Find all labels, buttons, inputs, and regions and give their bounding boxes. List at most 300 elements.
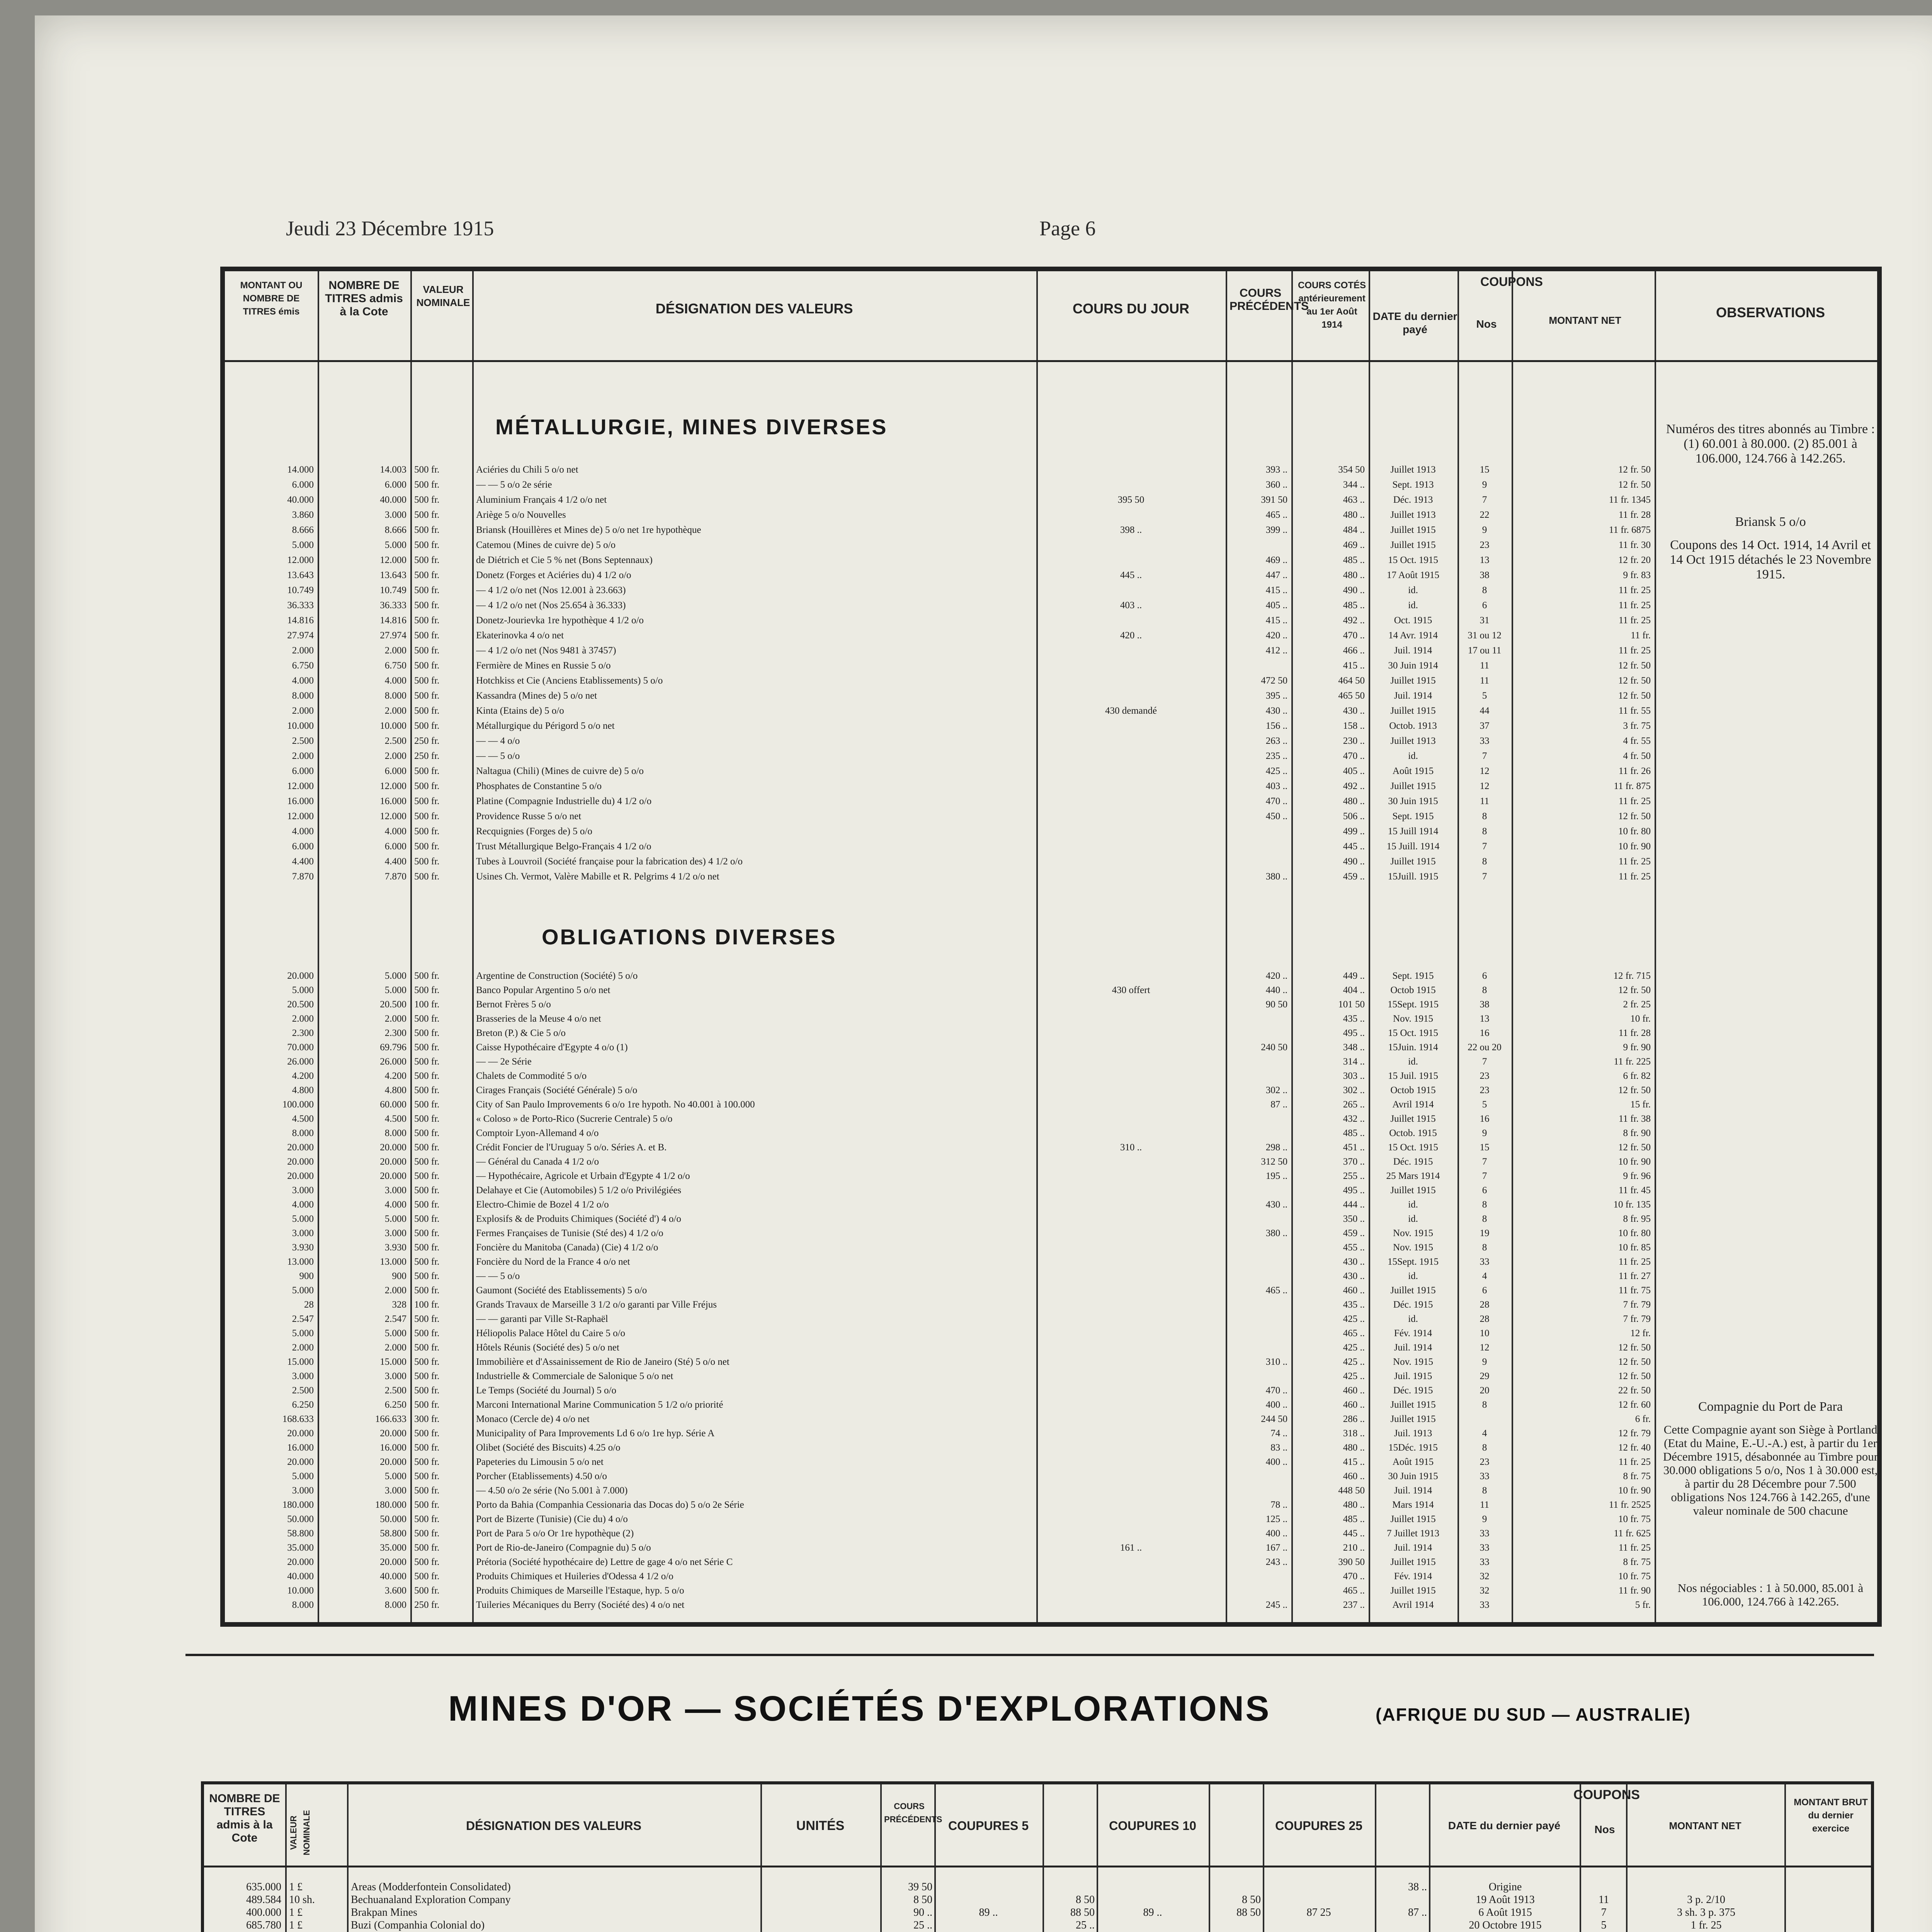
table-row [225, 660, 1877, 671]
cell-designation: Delahaye et Cie (Automobiles) 5 1/2 o/o Privilégiées [476, 1185, 682, 1196]
cell-montant-net: 12 fr. 50 [1618, 480, 1651, 490]
cell-valeur: 500 fr. [414, 1357, 440, 1367]
cell-montant: 5.000 [292, 985, 314, 995]
table-row [225, 856, 1877, 867]
cell-designation: Caisse Hypothécaire d'Egypte 4 o/o (1) [476, 1042, 628, 1053]
cell-montant-net: 3 fr. 75 [1623, 721, 1651, 731]
table-row [225, 570, 1877, 581]
cell-no: 11 [1480, 675, 1490, 686]
cell-montant-net: 9 fr. 90 [1623, 1042, 1651, 1053]
table-row [225, 1471, 1877, 1482]
cell-valeur: 100 fr. [414, 1299, 440, 1310]
obs-para-label: Compagnie du Port de Para [1698, 1400, 1843, 1414]
cell-montant-net: 11 fr. 875 [1614, 781, 1651, 791]
th-cours-jour: COURS DU JOUR [1072, 301, 1190, 316]
cell-designation: — 4 1/2 o/o net (Nos 12.001 à 23.663) [476, 585, 626, 595]
cell-cours-cotes: 495 .. [1343, 1185, 1365, 1196]
cell-designation: Métallurgique du Périgord 5 o/o net [476, 721, 615, 731]
cell-cours-prec: 360 .. [1265, 480, 1287, 490]
cell-montant-net: 8 fr. 75 [1623, 1557, 1651, 1567]
cell-no: 7 [1482, 495, 1487, 505]
cell-montant-net: 12 fr. 50 [1618, 675, 1651, 686]
cell-valeur: 500 fr. [414, 1471, 440, 1481]
cell-valeur: 500 fr. [414, 1056, 440, 1067]
cell-nombre: 16.000 [380, 796, 406, 806]
table-row [225, 1543, 1877, 1553]
cell-designation: Catemou (Mines de cuivre de) 5 o/o [476, 540, 616, 550]
cell-designation: Donetz-Jourievka 1re hypothèque 4 1/2 o/o [476, 615, 644, 626]
cell-cours-cotes: 460 .. [1343, 1400, 1365, 1410]
cell-date: 15 Oct. 1915 [1388, 1028, 1438, 1038]
th-no: Nos [1594, 1823, 1615, 1835]
table-row [225, 1342, 1877, 1353]
cell-cours-cotes: 237 .. [1343, 1600, 1365, 1610]
table-row [225, 1185, 1877, 1196]
cell-no: 6 [1482, 1285, 1487, 1296]
cell-valeur: 1 £ [289, 1881, 303, 1893]
cell-date: Juil. 1914 [1394, 1543, 1432, 1553]
cell-designation: Marconi International Marine Communication 5 1/2 o/o priorité [476, 1400, 723, 1410]
table-row [204, 1894, 1871, 1906]
cell-cours-cotes: 318 .. [1343, 1428, 1365, 1439]
cell-montant-net: 11 fr. 28 [1618, 1028, 1651, 1038]
cell-cours-prec: 430 .. [1265, 1199, 1287, 1210]
cell-no: 32 [1480, 1571, 1490, 1582]
cell-designation: Banco Popular Argentino 5 o/o net [476, 985, 611, 995]
cell-cours-cotes: 370 .. [1343, 1156, 1365, 1167]
cell-nombre: 20.000 [380, 1171, 406, 1181]
cell-montant-net: 11 fr. 25 [1618, 645, 1651, 656]
cell-cours-cotes: 480 .. [1343, 796, 1365, 806]
cell-no: 8 [1482, 856, 1487, 867]
cell-valeur: 500 fr. [414, 1185, 440, 1196]
cell-montant-net: 22 fr. 50 [1618, 1385, 1651, 1396]
obs-briansk-note: Coupons des 14 Oct. 1914, 14 Avril et 14 Oct 1915 détachés le 23 Novembre 1915. [1670, 538, 1871, 582]
cell-no: 23 [1480, 540, 1490, 550]
th-nombre: NOMBRE DE TITRES admis à la Cote [325, 279, 403, 318]
cell-nombre: 6.000 [384, 766, 406, 776]
cell-date: 7 Juillet 1913 [1386, 1528, 1440, 1539]
cell-nombre: 14.003 [380, 464, 406, 475]
cell-valeur: 500 fr. [414, 1171, 440, 1181]
cell-no: 4 [1482, 1271, 1487, 1281]
cell-montant-net: 11 fr. 38 [1618, 1114, 1651, 1124]
cell-cours-cotes: 432 .. [1343, 1114, 1365, 1124]
cell-no: 8 [1482, 1400, 1487, 1410]
cell-valeur: 500 fr. [414, 1385, 440, 1396]
cell-date: Juillet 1913 [1390, 464, 1436, 475]
cell-valeur: 500 fr. [414, 871, 440, 882]
cell-designation: — Hypothécaire, Agricole et Urbain d'Egypte 4 1/2 o/o [476, 1171, 690, 1181]
table-row [225, 1442, 1877, 1453]
cell-no: 13 [1480, 1014, 1490, 1024]
cell-designation: — — 4 o/o [476, 736, 520, 746]
cell-nombre: 35.000 [380, 1543, 406, 1553]
cell-montant: 4.000 [292, 1199, 314, 1210]
cell-date: Juillet 1915 [1390, 1414, 1436, 1424]
cell-montant: 2.500 [292, 1385, 314, 1396]
cell-designation: — — 5 o/o [476, 751, 520, 761]
cell-montant-net: 10 fr. 80 [1618, 1228, 1651, 1238]
cell-montant-net: 12 fr. 20 [1618, 555, 1651, 565]
cell-montant-net: 11 fr. 26 [1618, 766, 1651, 776]
cell-valeur: 500 fr. [414, 1114, 440, 1124]
cell-nombre: 2.547 [384, 1314, 406, 1324]
cell-coupures-10: 89 .. [1143, 1906, 1162, 1918]
cell-montant: 180.000 [282, 1500, 314, 1510]
cell-cours-cotes: 465 .. [1343, 1585, 1365, 1596]
section-rule [185, 1654, 1874, 1656]
cell-nombre: 6.250 [384, 1400, 406, 1410]
cell-cours-jour: 310 .. [1120, 1142, 1142, 1153]
cell-nombre: 3.000 [384, 1485, 406, 1496]
cell-nombre: 4.800 [384, 1085, 406, 1095]
cell-no: 33 [1480, 1257, 1490, 1267]
table-row [204, 1906, 1871, 1919]
th-montant-net: MONTANT NET [1549, 315, 1621, 326]
cell-montant: 40.000 [287, 495, 314, 505]
cell-nombre: 15.000 [380, 1357, 406, 1367]
cell-cours-prec: 415 .. [1265, 615, 1287, 626]
cell-date: Sept. 1915 [1392, 971, 1434, 981]
cell-designation: Brakpan Mines [351, 1906, 417, 1918]
cell-no: 33 [1480, 1528, 1490, 1539]
cell-montant-net: 10 fr. 90 [1618, 841, 1651, 852]
table-row [225, 1299, 1877, 1310]
cell-nombre: 20.000 [380, 1142, 406, 1153]
cell-valeur: 1 £ [289, 1906, 303, 1918]
cell-cours-prec: 240 50 [1261, 1042, 1287, 1053]
cell-valeur: 500 fr. [414, 630, 440, 641]
cell-valeur: 500 fr. [414, 1500, 440, 1510]
cell-cours-prec: 470 .. [1265, 796, 1287, 806]
th-montant-net: MONTANT NET [1669, 1820, 1742, 1832]
cell-designation: Port de Rio-de-Janeiro (Compagnie du) 5 o/o [476, 1543, 651, 1553]
cell-no: 8 [1482, 985, 1487, 995]
cell-valeur: 500 fr. [414, 480, 440, 490]
cell-montant: 20.000 [287, 1457, 314, 1467]
cell-date: Juil. 1914 [1394, 690, 1432, 701]
cell-cours-jour: 395 50 [1117, 495, 1145, 505]
cell-cours-cotes: 464 50 [1338, 675, 1365, 686]
cell-montant-net: 11 fr. 25 [1618, 871, 1651, 882]
table-row [225, 985, 1877, 996]
cell-cours-cotes: 430 .. [1343, 1271, 1365, 1281]
cell-cours-prec: 74 .. [1270, 1428, 1287, 1439]
cell-no: 7 [1601, 1906, 1607, 1918]
cell-no: 23 [1480, 1071, 1490, 1081]
cell-montant-net: 8 fr. 90 [1623, 1128, 1651, 1138]
th-designation: DÉSIGNATION DES VALEURS [655, 301, 853, 316]
cell-nombre: 60.000 [380, 1099, 406, 1110]
top-quotation-table [220, 267, 1882, 1627]
cell-nombre: 3.930 [384, 1242, 406, 1253]
cell-date: Juillet 1915 [1390, 1400, 1436, 1410]
cell-nombre: 8.000 [384, 1600, 406, 1610]
cell-nombre: 2.500 [384, 1385, 406, 1396]
cell-valeur: 500 fr. [414, 1228, 440, 1238]
cell-montant: 2.000 [292, 706, 314, 716]
cell-designation: — — 5 o/o [476, 1271, 520, 1281]
cell-cours-cotes: 405 .. [1343, 766, 1365, 776]
cell-cours-cotes: 470 .. [1343, 751, 1365, 761]
cell-designation: Immobilière et d'Assainissement de Rio de Janeiro (Sté) 5 o/o net [476, 1357, 730, 1367]
header-date: Jeudi 23 Décembre 1915 [286, 217, 494, 240]
table-row [225, 464, 1877, 475]
cell-designation: Trust Métallurgique Belgo-Français 4 1/2 o/o [476, 841, 651, 852]
cell-cours-cotes: 465 .. [1343, 1328, 1365, 1338]
cell-no: 10 [1480, 1328, 1490, 1338]
cell-valeur: 250 fr. [414, 736, 440, 746]
cell-cours-cotes: 404 .. [1343, 985, 1365, 995]
cell-designation: Hôtels Réunis (Société des) 5 o/o net [476, 1342, 619, 1353]
cell-date: id. [1408, 1199, 1418, 1210]
cell-cours-prec: 380 .. [1265, 1228, 1287, 1238]
cell-nombre: 4.000 [384, 826, 406, 837]
cell-nombre: 3.000 [384, 1371, 406, 1381]
cell-cours-jour: 445 .. [1120, 570, 1142, 580]
cell-nombre: 20.500 [380, 999, 406, 1010]
cell-designation: Explosifs & de Produits Chimiques (Société d') 4 o/o [476, 1214, 681, 1224]
cell-montant: 10.000 [287, 1585, 314, 1596]
cell-date: 25 Mars 1914 [1386, 1171, 1440, 1181]
cell-valeur: 500 fr. [414, 796, 440, 806]
cell-designation: Platine (Compagnie Industrielle du) 4 1/2 o/o [476, 796, 652, 806]
table-row [225, 630, 1877, 641]
cell-nombre: 685.780 [246, 1919, 281, 1931]
cell-cours-prec: 25 .. [913, 1919, 932, 1931]
cell-date: Août 1915 [1392, 766, 1434, 776]
table-row [225, 766, 1877, 777]
table-row [225, 675, 1877, 686]
table-row [225, 971, 1877, 981]
cell-no: 9 [1482, 525, 1487, 535]
cell-date: Octob. 1915 [1389, 1128, 1437, 1138]
cell-valeur: 500 fr. [414, 971, 440, 981]
cell-cours-cotes: 484 .. [1343, 525, 1365, 535]
cell-cours-prec: 395 .. [1265, 690, 1287, 701]
table-row [225, 751, 1877, 762]
cell-valeur: 500 fr. [414, 1071, 440, 1081]
cell-nombre: 4.200 [384, 1071, 406, 1081]
cell-montant: 12.000 [287, 555, 314, 565]
cell-designation: Héliopolis Palace Hôtel du Caire 5 o/o [476, 1328, 626, 1338]
cell-montant-net: 11 fr. 625 [1614, 1528, 1651, 1539]
cell-date: Juil. 1914 [1394, 1485, 1432, 1496]
cell-montant-net: 6 fr. [1635, 1414, 1651, 1424]
cell-coupures-5: 89 .. [979, 1906, 998, 1918]
th-unites: UNITÉS [796, 1818, 845, 1833]
cell-montant: 6.000 [292, 480, 314, 490]
cell-designation: Le Temps (Société du Journal) 5 o/o [476, 1385, 616, 1396]
cell-montant: 900 [299, 1271, 314, 1281]
cell-date: 19 Août 1913 [1476, 1894, 1535, 1906]
cell-date: Octob. 1913 [1389, 721, 1437, 731]
cell-date: Nov. 1915 [1393, 1228, 1433, 1238]
cell-cours-prec: 195 .. [1265, 1171, 1287, 1181]
cell-designation: — — 2e Série [476, 1056, 532, 1067]
cell-montant-net: 11 fr. 75 [1618, 1285, 1651, 1296]
cell-nombre: 4.000 [384, 1199, 406, 1210]
cell-date: id. [1408, 1271, 1418, 1281]
cell-no: 11 [1480, 1500, 1490, 1510]
cell-cours-cotes: 348 .. [1343, 1042, 1365, 1053]
table-row [225, 1242, 1877, 1253]
cell-nombre: 50.000 [380, 1514, 406, 1524]
mines-quotation-table [201, 1781, 1874, 1932]
th-cours-cotes: COURS COTÉS antérieurement au 1er Août 1914 [1298, 280, 1366, 330]
cell-cours-prec: 125 .. [1265, 1514, 1287, 1524]
cell-cours-jour: 430 demandé [1105, 706, 1157, 716]
table-row [225, 1071, 1877, 1082]
cell-designation: Hotchkiss et Cie (Anciens Etablissements) 5 o/o [476, 675, 663, 686]
cell-montant-net: 12 fr. 50 [1618, 690, 1651, 701]
cell-date: id. [1408, 585, 1418, 595]
cell-nombre: 20.000 [380, 1457, 406, 1467]
cell-montant: 5.000 [292, 1471, 314, 1481]
cell-valeur: 1 £ [289, 1919, 303, 1931]
cell-valeur: 500 fr. [414, 1099, 440, 1110]
cell-cours-cotes: 480 .. [1343, 1442, 1365, 1453]
cell-montant: 6.000 [292, 766, 314, 776]
cell-designation: Port de Bizerte (Tunisie) (Cie du) 4 o/o [476, 1514, 628, 1524]
cell-montant-net: 11 fr. 25 [1618, 600, 1651, 611]
cell-cours-prec: 263 .. [1265, 736, 1287, 746]
cell-valeur: 500 fr. [414, 525, 440, 535]
cell-montant: 5.000 [292, 1214, 314, 1224]
cell-no: 8 [1482, 811, 1487, 821]
cell-date: Juillet 1915 [1390, 1514, 1436, 1524]
cell-montant-net: 11 fr. 1345 [1609, 495, 1651, 505]
cell-cours-prec: 420 .. [1265, 971, 1287, 981]
cell-designation: Ekaterinovka 4 o/o net [476, 630, 564, 641]
cell-cours-prec: 244 50 [1261, 1414, 1287, 1424]
mines-subtitle: (AFRIQUE DU SUD — AUSTRALIE) [1376, 1704, 1691, 1725]
table-row [225, 841, 1877, 852]
cell-cours-prec: 298 .. [1265, 1142, 1287, 1153]
cell-montant-net: 11 fr. 2525 [1609, 1500, 1651, 1510]
cell-date: 15 Juill. 1914 [1386, 841, 1440, 852]
cell-date: 17 Août 1915 [1386, 570, 1440, 580]
cell-montant: 36.333 [287, 600, 314, 611]
cell-montant-net: 3 sh. 3 p. 375 [1677, 1906, 1735, 1918]
cell-cours-prec: 90 50 [1265, 999, 1287, 1010]
cell-montant: 4.400 [292, 856, 314, 867]
cell-date: Juil. 1914 [1394, 645, 1432, 656]
cell-valeur: 500 fr. [414, 1257, 440, 1267]
cell-date: 30 Juin 1914 [1388, 660, 1438, 671]
cell-nombre: 69.796 [380, 1042, 406, 1053]
cell-date: 6 Août 1915 [1478, 1906, 1532, 1918]
cell-no: 8 [1482, 1485, 1487, 1496]
cell-date: Déc. 1913 [1393, 495, 1433, 505]
cell-no: 33 [1480, 1471, 1490, 1481]
cell-no: 28 [1480, 1299, 1490, 1310]
cell-nombre: 5.000 [384, 971, 406, 981]
cell-montant-net: 11 fr. 55 [1618, 706, 1651, 716]
th-montant: MONTANT OU NOMBRE DE TITRES émis [240, 280, 303, 317]
table-row [225, 1199, 1877, 1210]
table-row [225, 600, 1877, 611]
cell-designation: Foncière du Manitoba (Canada) (Cie) 4 1/2 o/o [476, 1242, 658, 1253]
table-row [225, 1156, 1877, 1167]
cell-cours-cotes: 430 .. [1343, 706, 1365, 716]
cell-valeur: 500 fr. [414, 1242, 440, 1253]
cell-cours-prec: 78 .. [1270, 1500, 1287, 1510]
cell-no: 8 [1482, 585, 1487, 595]
cell-montant-net: 10 fr. 85 [1618, 1242, 1651, 1253]
cell-montant: 2.500 [292, 736, 314, 746]
cell-date: Juil. 1913 [1394, 1428, 1432, 1439]
cell-montant: 40.000 [287, 1571, 314, 1582]
table-row [225, 1128, 1877, 1139]
cell-date: 15Déc. 1915 [1388, 1442, 1438, 1453]
cell-no: 9 [1482, 1357, 1487, 1367]
cell-date: Juillet 1915 [1390, 1557, 1436, 1567]
table-row [225, 871, 1877, 882]
cell-cours-cotes: 455 .. [1343, 1242, 1365, 1253]
cell-nombre: 5.000 [384, 540, 406, 550]
cell-nombre: 16.000 [380, 1442, 406, 1453]
cell-montant-net: 10 fr. 75 [1618, 1514, 1651, 1524]
cell-valeur: 500 fr. [414, 1400, 440, 1410]
cell-nombre: 6.000 [384, 480, 406, 490]
cell-montant: 13.000 [287, 1257, 314, 1267]
cell-cours-prec: 405 .. [1265, 600, 1287, 611]
cell-cours-jour: 430 offert [1112, 985, 1150, 995]
th-montant-brut: MONTANT BRUT du dernier exercice [1794, 1797, 1868, 1834]
cell-cours-cotes: 459 .. [1343, 871, 1365, 882]
cell-nombre: 13.000 [380, 1257, 406, 1267]
cell-nombre: 8.000 [384, 690, 406, 701]
cell-date: Octob 1915 [1390, 985, 1436, 995]
obs-para-negociables: Nos négociables : 1 à 50.000, 85.001 à 106.000, 124.766 à 142.265. [1677, 1581, 1864, 1608]
cell-designation: Bernot Frères 5 o/o [476, 999, 551, 1010]
cell-cours-cotes: 354 50 [1338, 464, 1365, 475]
cell-designation: Port de Para 5 o/o Or 1re hypothèque (2) [476, 1528, 634, 1539]
cell-valeur: 500 fr. [414, 1514, 440, 1524]
cell-montant: 16.000 [287, 796, 314, 806]
cell-montant-net: 12 fr. 60 [1618, 1400, 1651, 1410]
cell-valeur: 500 fr. [414, 1557, 440, 1567]
cell-cours-prec: 469 .. [1265, 555, 1287, 565]
cell-montant-net: 11 fr. 25 [1618, 1457, 1651, 1467]
cell-date: Août 1915 [1392, 1457, 1434, 1467]
cell-designation: Municipality of Para Improvements Ld 6 o/o 1re hyp. Série A [476, 1428, 715, 1439]
cell-valeur: 500 fr. [414, 841, 440, 852]
table-row [225, 796, 1877, 807]
cell-designation: Ariège 5 o/o Nouvelles [476, 510, 566, 520]
cell-cours-cotes: 445 .. [1343, 841, 1365, 852]
cell-no: 12 [1480, 781, 1490, 791]
cell-date: Juillet 1915 [1390, 540, 1436, 550]
cell-designation: Kinta (Etains de) 5 o/o [476, 706, 564, 716]
table-row [225, 999, 1877, 1010]
cell-cours-cotes: 265 .. [1343, 1099, 1365, 1110]
cell-date: 20 Octobre 1915 [1469, 1919, 1542, 1931]
cell-no: 12 [1480, 766, 1490, 776]
cell-designation: Monaco (Cercle de) 4 o/o net [476, 1414, 590, 1424]
cell-cours-cotes: 230 .. [1343, 736, 1365, 746]
table-row [225, 1600, 1877, 1611]
cell-no: 13 [1480, 555, 1490, 565]
cell-nombre: 2.000 [384, 751, 406, 761]
cell-cours-cotes: 495 .. [1343, 1028, 1365, 1038]
cell-valeur: 500 fr. [414, 856, 440, 867]
cell-montant-net: 10 fr. [1630, 1014, 1651, 1024]
cell-designation: Aluminium Français 4 1/2 o/o net [476, 495, 607, 505]
cell-montant: 8.000 [292, 1128, 314, 1138]
